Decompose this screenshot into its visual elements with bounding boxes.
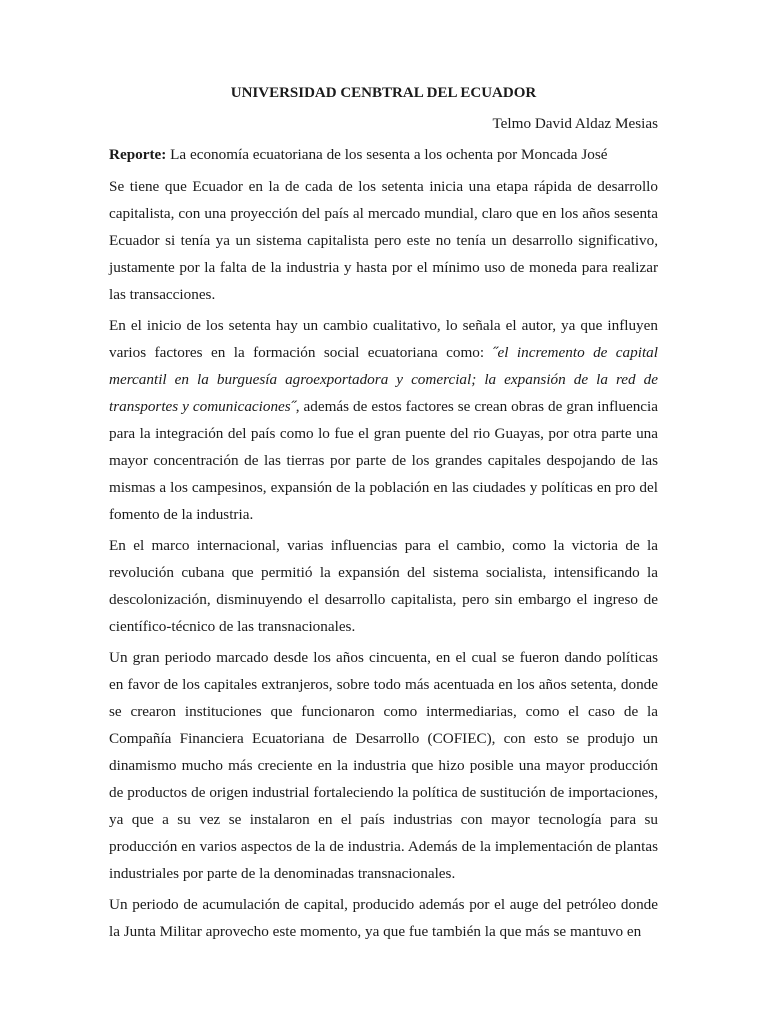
report-label: Reporte: xyxy=(109,146,167,163)
paragraph-5: Un periodo de acumulación de capital, producido además por el auge del petróleo donde la Junta Militar aprovecho este momento, ya que fue también la que más se mantuvo en xyxy=(109,896,658,940)
paragraph-1: Se tiene que Ecuador en la de cada de los setenta inicia una etapa rápida de desarrollo capitalista, con una proyección del país al mercado mundial, claro que en los años sesenta Ecuador si tenía ya un sistema capitalista pero este no tenía un desarrollo significativo, justamente por la falta de la industria y hasta por el mínimo uso de moneda para realizar las transacciones. xyxy=(109,178,658,303)
paragraph-2-rest: , además de estos factores se crean obras de gran influencia para la integración del país como lo fue el gran puente del rio Guayas, por otra parte una mayor concentración de las tierras por parte de los grandes capitales despojando de las mismas a los campesinos, expansión de la población en las ciudades y políticas en pro del fomento de la industria. xyxy=(109,398,659,523)
document-page xyxy=(109,82,658,949)
paragraph-2-quote: ˝el incremento de capital mercantil en la burguesía agroexportadora y comercial; la expansión de la red de transportes y comunicaciones˝ xyxy=(109,344,658,415)
paragraph-2 xyxy=(109,312,658,528)
paragraph-3: En el marco internacional, varias influencias para el cambio, como la victoria de la revolución cubana que permitió la expansión del sistema socialista, intensificando la descolonización, disminuyendo el desarrollo capitalista, pero sin embargo el ingreso de científico-técnico de las transnacionales. xyxy=(109,537,658,635)
document-title: UNIVERSIDAD CENBTRAL DEL ECUADOR xyxy=(230,85,537,101)
author-name: Telmo David Aldaz Mesias xyxy=(492,115,658,132)
report-title: La economía ecuatoriana de los sesenta a los ochenta por Moncada José xyxy=(166,146,608,163)
paragraph-4: Un gran periodo marcado desde los años cincuenta, en el cual se fueron dando políticas en favor de los capitales extranjeros, sobre todo más acentuada en los años setenta, donde se crearon instituciones que funcionaron como intermediarias, como el caso de la Compañía Financiera Ecuatoriana de Desarrollo (COFIEC), con esto se produjo un dinamismo mucho más creciente en la industria que hizo posible una mayor producción de productos de origen industrial fortaleciendo la política de sustitución de importaciones, ya que a su vez se instalaron en el país industrias con mayor tecnología para su producción en varios aspectos de la de industria. Además de la implementación de plantas industriales por parte de la denominadas transnacionales. xyxy=(109,649,658,882)
paragraph-2-intro: En el inicio de los setenta hay un cambio cualitativo, lo señala el autor, ya que influyen varios factores en la formación social ecuatoriana como: xyxy=(109,317,658,361)
report-line xyxy=(109,144,658,166)
